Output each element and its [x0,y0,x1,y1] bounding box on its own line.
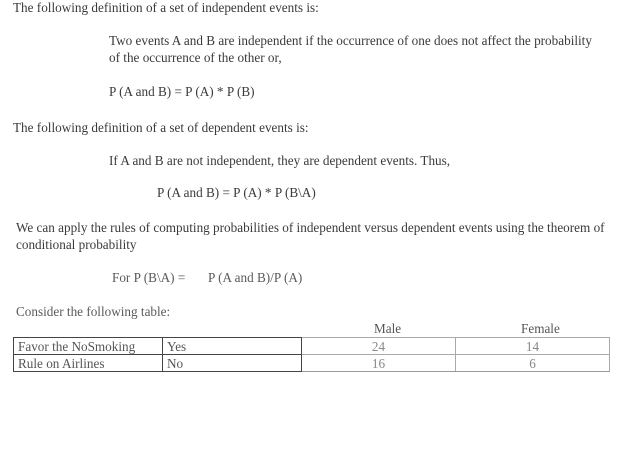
independent-formula: P (A and B) = P (A) * P (B) [109,84,255,99]
intro-independent: The following definition of a set of independent events is: [13,0,319,15]
independent-definition: Two events A and B are independent if the occurrence of one does not affect the probability of the occurrence of the other or, [109,33,592,65]
rules-paragraph: We can apply the rules of computing probabilities of independent versus dependent events using the theorem of conditional probability [16,220,605,252]
conditional-formula-label: For P (B\A) = [112,270,186,285]
header-female: Female [521,321,560,336]
row-label: Rule on Airlines [14,355,163,372]
intro-dependent: The following definition of a set of dependent events is: [13,120,309,135]
conditional-formula-value: P (A and B)/P (A) [208,270,303,285]
table-row [14,355,610,372]
data-table [13,337,610,372]
row-label: Favor the NoSmoking [14,338,163,355]
female-value-cell: 6 [456,355,610,372]
table-row [14,338,610,355]
dependent-definition: If A and B are not independent, they are dependent events. Thus, [109,153,451,168]
answer-cell: Yes [163,338,302,355]
dependent-formula: P (A and B) = P (A) * P (B\A) [157,185,316,200]
header-male: Male [374,321,402,336]
male-value-cell: 24 [302,338,456,355]
female-value-cell: 14 [456,338,610,355]
table-intro: Consider the following table: [16,304,171,319]
male-value-cell: 16 [302,355,456,372]
answer-cell: No [163,355,302,372]
